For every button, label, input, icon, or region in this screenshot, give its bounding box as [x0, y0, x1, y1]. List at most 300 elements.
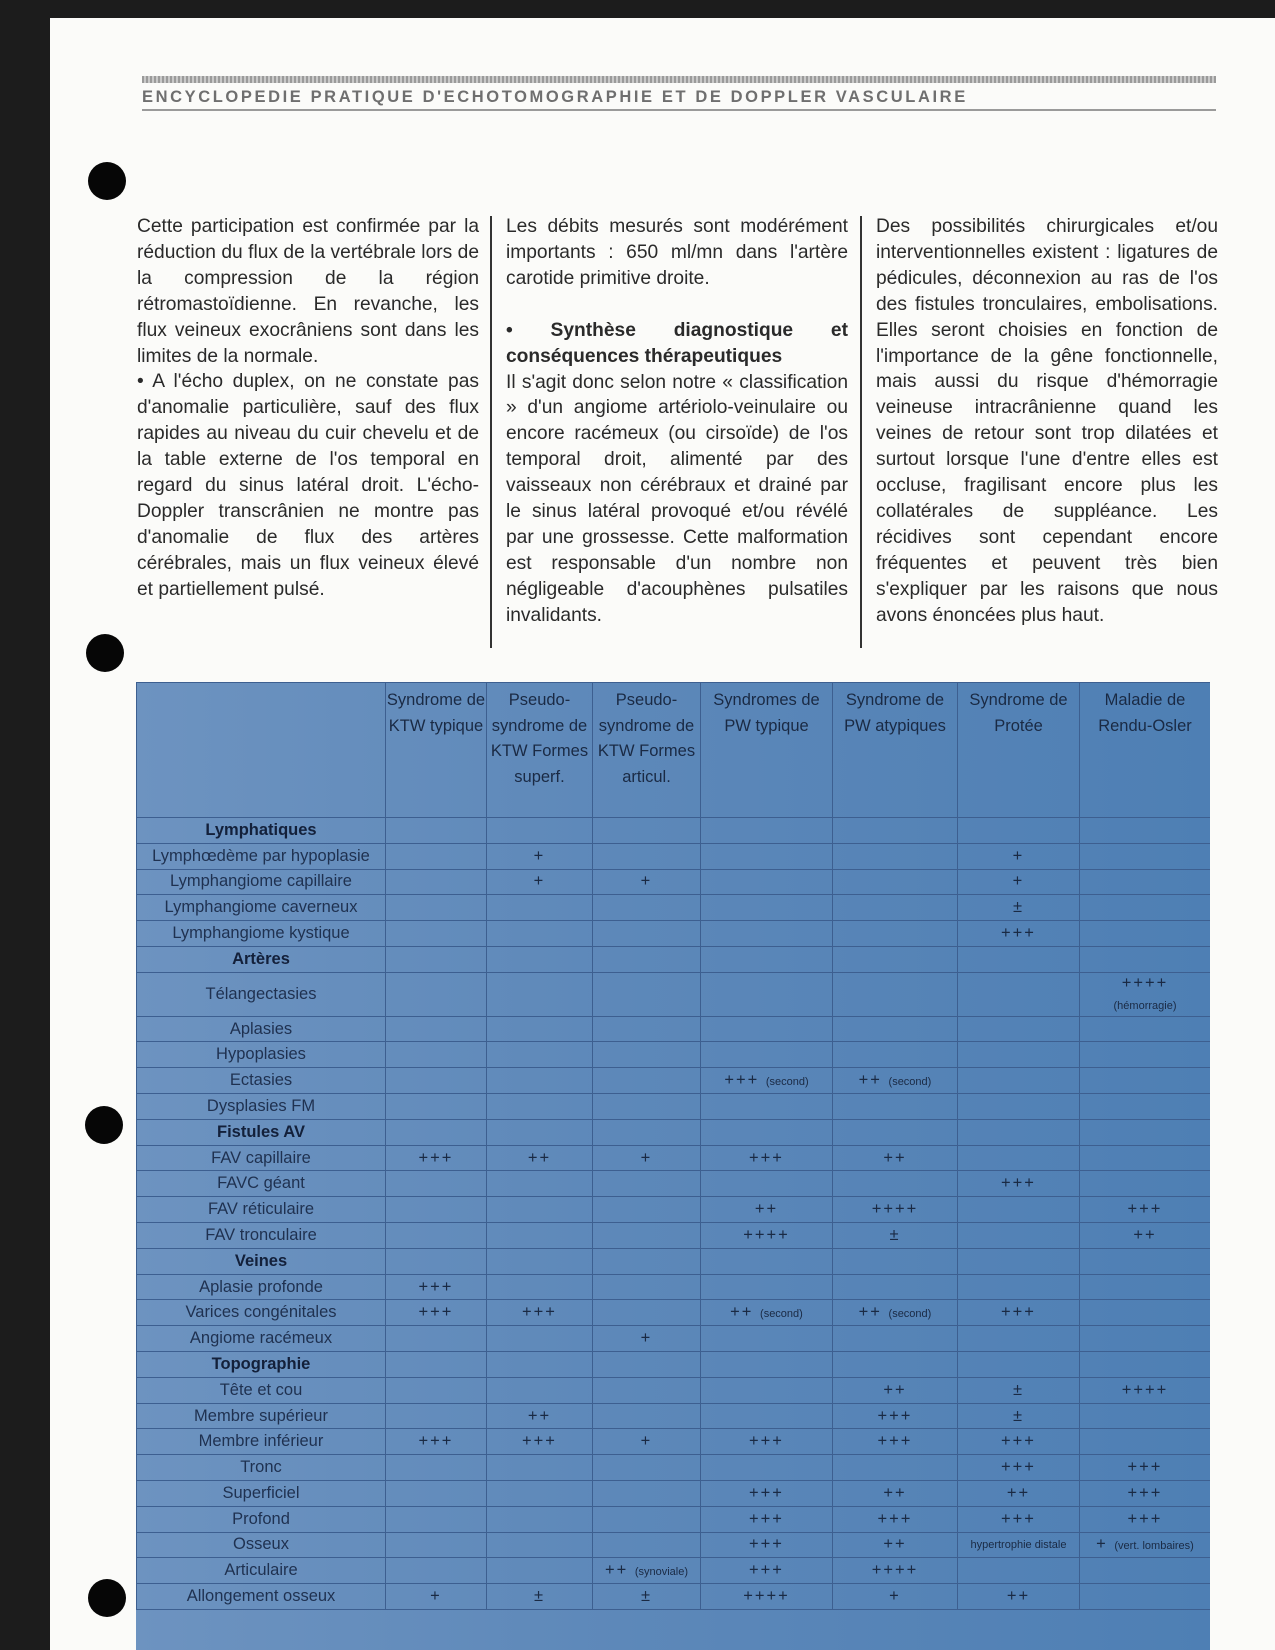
table-cell	[701, 818, 833, 844]
table-cell	[386, 843, 487, 869]
table-cell: +++	[958, 921, 1080, 947]
row-label: Aplasie profonde	[137, 1274, 386, 1300]
table-header-row	[137, 683, 1211, 818]
table-cell	[1080, 1352, 1211, 1378]
table-cell	[593, 1171, 701, 1197]
table-cell	[1080, 1119, 1211, 1145]
table-cell	[593, 1300, 701, 1326]
table-cell: +++	[701, 1481, 833, 1507]
table-cell	[701, 869, 833, 895]
table-cell: +++	[386, 1274, 487, 1300]
table-cell	[1080, 1274, 1211, 1300]
table-row	[137, 1429, 1211, 1455]
table-cell	[386, 869, 487, 895]
table-cell: ++ (second)	[701, 1300, 833, 1326]
punch-hole	[86, 634, 124, 672]
table-cell: ±	[833, 1223, 958, 1249]
table-cell	[833, 869, 958, 895]
table-cell	[701, 1403, 833, 1429]
table-cell	[487, 1119, 593, 1145]
data-table	[136, 682, 1210, 1610]
table-cell: ++	[833, 1532, 958, 1558]
table-cell: +++	[1080, 1481, 1211, 1507]
row-label: FAV tronculaire	[137, 1223, 386, 1249]
table-cell	[833, 843, 958, 869]
table-cell	[386, 1171, 487, 1197]
table-cell	[833, 818, 958, 844]
table-cell	[701, 946, 833, 972]
punch-hole	[85, 1106, 123, 1144]
table-cell	[833, 1171, 958, 1197]
row-label: FAV réticulaire	[137, 1197, 386, 1223]
running-header	[142, 76, 1216, 112]
table-cell	[833, 895, 958, 921]
table-cell	[1080, 1068, 1211, 1094]
table-cell	[1080, 1042, 1211, 1068]
table-cell	[386, 1016, 487, 1042]
table-cell	[958, 1042, 1080, 1068]
section-label: Veines	[137, 1248, 386, 1274]
row-label: Osseux	[137, 1532, 386, 1558]
cell-note: (hémorragie)	[1113, 1000, 1177, 1013]
table-row	[137, 1558, 1211, 1584]
table-cell: +	[833, 1584, 958, 1610]
table-row	[137, 1455, 1211, 1481]
table-row	[137, 1171, 1211, 1197]
table-cell: ++	[487, 1145, 593, 1171]
table-cell	[593, 818, 701, 844]
table-cell	[701, 1248, 833, 1274]
table-cell	[593, 1506, 701, 1532]
row-label: Membre inférieur	[137, 1429, 386, 1455]
table-row	[137, 1403, 1211, 1429]
table-cell: +++	[701, 1532, 833, 1558]
table-cell	[833, 1042, 958, 1068]
table-cell	[701, 1274, 833, 1300]
table-cell	[833, 1094, 958, 1120]
table-row	[137, 1274, 1211, 1300]
table-cell	[386, 1326, 487, 1352]
table-cell: +++	[1080, 1455, 1211, 1481]
table-cell	[386, 1223, 487, 1249]
table-cell	[593, 1352, 701, 1378]
table-cell: ++	[833, 1481, 958, 1507]
table-cell	[487, 1223, 593, 1249]
table-row	[137, 1506, 1211, 1532]
table-row	[137, 1145, 1211, 1171]
table-cell	[701, 1094, 833, 1120]
row-label: Superficiel	[137, 1481, 386, 1507]
table-cell	[386, 1119, 487, 1145]
table-cell	[1080, 1171, 1211, 1197]
table-cell	[1080, 1300, 1211, 1326]
row-label: Profond	[137, 1506, 386, 1532]
table-cell	[386, 1558, 487, 1584]
table-cell	[1080, 1584, 1211, 1610]
table-cell	[701, 1352, 833, 1378]
table-cell: ++	[701, 1197, 833, 1223]
column-header: Syndrome de PW atypiques	[833, 683, 958, 818]
table-cell	[1080, 818, 1211, 844]
table-cell	[1080, 946, 1211, 972]
table-cell	[833, 946, 958, 972]
table-cell	[386, 946, 487, 972]
table-cell: ++++	[833, 1197, 958, 1223]
classification-table	[136, 682, 1210, 1650]
column-header	[137, 683, 386, 818]
table-cell	[1080, 1403, 1211, 1429]
table-cell	[386, 1094, 487, 1120]
table-cell	[958, 1119, 1080, 1145]
row-label: Lymphangiome kystique	[137, 921, 386, 947]
column-header: Syndrome de KTW typique	[386, 683, 487, 818]
table-cell: ±	[593, 1584, 701, 1610]
section-row	[137, 1352, 1211, 1378]
section-row	[137, 1248, 1211, 1274]
table-cell	[487, 1274, 593, 1300]
row-label: Varices congénitales	[137, 1300, 386, 1326]
table-cell	[958, 1274, 1080, 1300]
text-column-3	[876, 214, 1218, 629]
table-cell: +	[593, 869, 701, 895]
row-label: Articulaire	[137, 1558, 386, 1584]
paragraph: Des possibilités chirurgicales et/ou interventionnelles existent : ligatures de pédicules, déconnexion au ras de l'os des fistules tronculaires, embolisations. Elles seront choisies en fonction de l'importance de la gêne fonctionnelle, mais aussi du risque d'hémorragie veineuse intracrânienne quand les veines de retour sont trop dilatées et surtout lorsque l'une d'entre elles est occluse, fragilisant encore plus les collatérales de suppléance. Les récidives sont cependant encore fréquentes et peuvent très bien s'expliquer par les raisons que nous avons énoncées plus haut.	[876, 216, 1218, 626]
row-label: Tête et cou	[137, 1377, 386, 1403]
table-cell: ±	[958, 1377, 1080, 1403]
table-row	[137, 1016, 1211, 1042]
table-cell	[1080, 843, 1211, 869]
table-row	[137, 1584, 1211, 1610]
row-label: FAVC géant	[137, 1171, 386, 1197]
table-cell: +++	[1080, 1506, 1211, 1532]
row-label: Ectasies	[137, 1068, 386, 1094]
table-cell	[593, 1455, 701, 1481]
table-cell	[958, 972, 1080, 1016]
table-cell: ++	[958, 1481, 1080, 1507]
table-cell: +++	[958, 1429, 1080, 1455]
table-cell	[958, 1197, 1080, 1223]
table-cell	[487, 1094, 593, 1120]
table-row	[137, 1223, 1211, 1249]
table-cell	[701, 921, 833, 947]
table-row	[137, 1197, 1211, 1223]
table-row	[137, 972, 1211, 1016]
table-cell	[386, 1455, 487, 1481]
table-body	[137, 818, 1211, 1610]
table-cell	[593, 895, 701, 921]
table-cell: +++ (second)	[701, 1068, 833, 1094]
table-cell	[958, 1326, 1080, 1352]
table-cell	[958, 1145, 1080, 1171]
table-row	[137, 1094, 1211, 1120]
table-cell: ±	[487, 1584, 593, 1610]
table-cell: +	[593, 1326, 701, 1352]
table-cell: +	[487, 869, 593, 895]
table-cell: +	[958, 843, 1080, 869]
table-cell: ++ (second)	[833, 1068, 958, 1094]
table-cell	[386, 1068, 487, 1094]
table-cell	[386, 1248, 487, 1274]
table-cell	[593, 1094, 701, 1120]
table-cell	[386, 1506, 487, 1532]
table-row	[137, 921, 1211, 947]
column-header: Pseudo-syndrome de KTW Formes articul.	[593, 683, 701, 818]
table-cell: +++	[386, 1145, 487, 1171]
table-cell: ++	[958, 1584, 1080, 1610]
table-cell: +++	[487, 1429, 593, 1455]
table-cell: +	[386, 1584, 487, 1610]
table-cell	[958, 818, 1080, 844]
table-cell	[386, 1042, 487, 1068]
table-cell: +	[593, 1429, 701, 1455]
table-cell: +++	[833, 1403, 958, 1429]
row-label: Angiome racémeux	[137, 1326, 386, 1352]
table-cell	[833, 921, 958, 947]
section-row	[137, 818, 1211, 844]
row-label: FAV capillaire	[137, 1145, 386, 1171]
table-cell: ++	[487, 1403, 593, 1429]
table-cell	[593, 946, 701, 972]
table-cell	[487, 1481, 593, 1507]
table-cell: ±	[958, 1403, 1080, 1429]
column-rule	[860, 216, 862, 648]
table-cell	[958, 1248, 1080, 1274]
table-row	[137, 1326, 1211, 1352]
table-cell	[593, 972, 701, 1016]
header-rule	[142, 76, 1216, 83]
table-row	[137, 1042, 1211, 1068]
table-cell	[701, 1171, 833, 1197]
table-cell	[1080, 921, 1211, 947]
table-cell	[386, 1377, 487, 1403]
table-cell	[487, 1068, 593, 1094]
table-cell	[701, 895, 833, 921]
table-row	[137, 1481, 1211, 1507]
table-cell	[958, 946, 1080, 972]
table-cell	[487, 921, 593, 947]
text-column-1	[137, 214, 479, 603]
paragraph: Cette participation est confirmée par la réduction du flux de la vertébrale lors de la compression de la région rétromastoïdienne. En revanche, les flux veineux exocrâniens sont dans les limites de la normale.	[137, 216, 479, 367]
table-row	[137, 843, 1211, 869]
table-cell: ++ (synoviale)	[593, 1558, 701, 1584]
section-label: Lymphatiques	[137, 818, 386, 844]
table-cell	[1080, 1248, 1211, 1274]
table-cell	[487, 1558, 593, 1584]
table-cell	[958, 1068, 1080, 1094]
column-header: Maladie de Rendu-Osler	[1080, 683, 1211, 818]
table-row	[137, 1377, 1211, 1403]
table-cell	[386, 972, 487, 1016]
table-cell: +++	[701, 1145, 833, 1171]
table-cell	[487, 972, 593, 1016]
punch-hole	[88, 162, 126, 200]
table-cell: +++	[386, 1429, 487, 1455]
table-cell	[386, 1352, 487, 1378]
table-cell	[487, 1326, 593, 1352]
table-cell	[487, 1352, 593, 1378]
table-cell: +++	[701, 1558, 833, 1584]
table-cell: ++	[833, 1145, 958, 1171]
table-cell	[1080, 1094, 1211, 1120]
table-cell	[386, 1481, 487, 1507]
table-cell: ++ (second)	[833, 1300, 958, 1326]
table-cell	[593, 1248, 701, 1274]
table-cell	[1080, 1016, 1211, 1042]
table-row	[137, 869, 1211, 895]
table-cell: +++	[958, 1455, 1080, 1481]
table-cell	[487, 1532, 593, 1558]
table-cell	[487, 1506, 593, 1532]
table-cell: +++	[1080, 1197, 1211, 1223]
table-cell	[833, 1455, 958, 1481]
row-label: Tronc	[137, 1455, 386, 1481]
table-cell: +++	[487, 1300, 593, 1326]
table-cell	[958, 1352, 1080, 1378]
table-cell	[701, 1377, 833, 1403]
table-cell	[593, 1377, 701, 1403]
table-cell	[593, 1223, 701, 1249]
table-cell: ++	[833, 1377, 958, 1403]
table-cell: +	[487, 843, 593, 869]
section-heading: • Synthèse diagnostique et conséquences thérapeutiques	[506, 319, 848, 367]
table-cell	[487, 818, 593, 844]
table-cell: ++++ (hémorragie)	[1080, 972, 1211, 1016]
paragraph: Les débits mesurés sont modérément importants : 650 ml/mn dans l'artère carotide primitive droite.	[506, 216, 848, 289]
table-cell: ++++	[701, 1223, 833, 1249]
table-cell	[958, 1094, 1080, 1120]
header-underline	[142, 109, 1216, 111]
table-cell: ++++	[1080, 1377, 1211, 1403]
table-cell	[958, 1223, 1080, 1249]
table-cell	[487, 1455, 593, 1481]
table-cell: +++	[833, 1506, 958, 1532]
row-label: Dysplasies FM	[137, 1094, 386, 1120]
section-row	[137, 1119, 1211, 1145]
table-cell	[701, 1455, 833, 1481]
header-title: ENCYCLOPEDIE PRATIQUE D'ECHOTOMOGRAPHIE ET DE DOPPLER VASCULAIRE	[142, 88, 968, 106]
table-cell	[593, 1274, 701, 1300]
table-cell	[833, 1326, 958, 1352]
table-cell: +++	[833, 1429, 958, 1455]
section-label: Topographie	[137, 1352, 386, 1378]
table-cell	[593, 921, 701, 947]
table-cell: +++	[701, 1506, 833, 1532]
table-cell	[386, 1532, 487, 1558]
text-column-2	[506, 214, 848, 629]
row-label: Membre supérieur	[137, 1403, 386, 1429]
table-cell: +++	[958, 1300, 1080, 1326]
table-cell: +++	[386, 1300, 487, 1326]
table-cell: +	[593, 1145, 701, 1171]
table-cell	[701, 1119, 833, 1145]
table-cell	[833, 1016, 958, 1042]
table-cell	[701, 1326, 833, 1352]
table-cell	[593, 1068, 701, 1094]
table-cell	[701, 1016, 833, 1042]
row-label: Télangectasies	[137, 972, 386, 1016]
row-label: Hypoplasies	[137, 1042, 386, 1068]
table-cell	[1080, 1145, 1211, 1171]
row-label: Lymphœdème par hypoplasie	[137, 843, 386, 869]
table-row	[137, 1068, 1211, 1094]
table-cell: ++++	[701, 1584, 833, 1610]
table-cell: hypertrophie distale	[958, 1532, 1080, 1558]
table-cell	[958, 1016, 1080, 1042]
table-cell	[1080, 895, 1211, 921]
row-label: Lymphangiome capillaire	[137, 869, 386, 895]
table-cell	[386, 895, 487, 921]
table-cell: ++++	[833, 1558, 958, 1584]
table-cell	[593, 1016, 701, 1042]
paragraph: • A l'écho duplex, on ne constate pas d'anomalie particulière, sauf des flux rapides au niveau du cuir chevelu et de la table externe de l'os temporal en regard du sinus latéral droit. L'écho-Doppler transcrânien ne montre pas d'anomalie de flux des artères cérébrales, mais un flux veineux élevé et partiellement pulsé.	[137, 371, 479, 600]
table-cell	[593, 1042, 701, 1068]
table-cell	[593, 843, 701, 869]
table-row	[137, 895, 1211, 921]
punch-hole	[88, 1579, 126, 1617]
table-cell	[487, 1377, 593, 1403]
table-cell	[701, 1042, 833, 1068]
table-cell	[386, 818, 487, 844]
table-cell	[833, 1119, 958, 1145]
table-row	[137, 1532, 1211, 1558]
row-label: Allongement osseux	[137, 1584, 386, 1610]
table-cell	[1080, 1429, 1211, 1455]
table-cell	[593, 1403, 701, 1429]
table-cell	[833, 1248, 958, 1274]
table-cell	[487, 946, 593, 972]
row-label: Lymphangiome caverneux	[137, 895, 386, 921]
table-cell	[593, 1119, 701, 1145]
table-cell	[386, 1403, 487, 1429]
table-cell	[487, 895, 593, 921]
table-cell	[1080, 1558, 1211, 1584]
table-cell	[833, 972, 958, 1016]
table-cell: + (vert. lombaires)	[1080, 1532, 1211, 1558]
paragraph: Il s'agit donc selon notre « classification » d'un angiome artériolo-veinulaire ou encore racémeux (ou cirsoïde) de l'os temporal droit, alimenté par des vaisseaux non cérébraux et drainé par le sinus latéral provoqué et/ou révélé par une grossesse. Cette malformation est responsable d'un nombre non négligeable d'acouphènes pulsatiles invalidants.	[506, 371, 848, 626]
table-cell: +	[958, 869, 1080, 895]
table-cell	[701, 843, 833, 869]
table-cell: ++	[1080, 1223, 1211, 1249]
table-cell	[487, 1042, 593, 1068]
section-row	[137, 946, 1211, 972]
table-cell	[1080, 1326, 1211, 1352]
table-cell	[487, 1016, 593, 1042]
table-cell: +++	[958, 1506, 1080, 1532]
table-row	[137, 1300, 1211, 1326]
table-cell: ±	[958, 895, 1080, 921]
column-header: Syndromes de PW typique	[701, 683, 833, 818]
column-rule	[490, 216, 492, 648]
column-header: Syndrome de Protée	[958, 683, 1080, 818]
table-cell	[487, 1248, 593, 1274]
table-cell: +++	[958, 1171, 1080, 1197]
table-cell	[487, 1197, 593, 1223]
table-cell	[593, 1197, 701, 1223]
table-cell	[833, 1352, 958, 1378]
section-label: Artères	[137, 946, 386, 972]
table-cell	[701, 972, 833, 1016]
section-label: Fistules AV	[137, 1119, 386, 1145]
table-cell	[593, 1481, 701, 1507]
table-cell	[1080, 869, 1211, 895]
table-cell	[958, 1558, 1080, 1584]
table-cell	[487, 1171, 593, 1197]
row-label: Aplasies	[137, 1016, 386, 1042]
table-cell	[386, 1197, 487, 1223]
table-cell	[386, 921, 487, 947]
table-cell	[833, 1274, 958, 1300]
column-header: Pseudo-syndrome de KTW Formes superf.	[487, 683, 593, 818]
